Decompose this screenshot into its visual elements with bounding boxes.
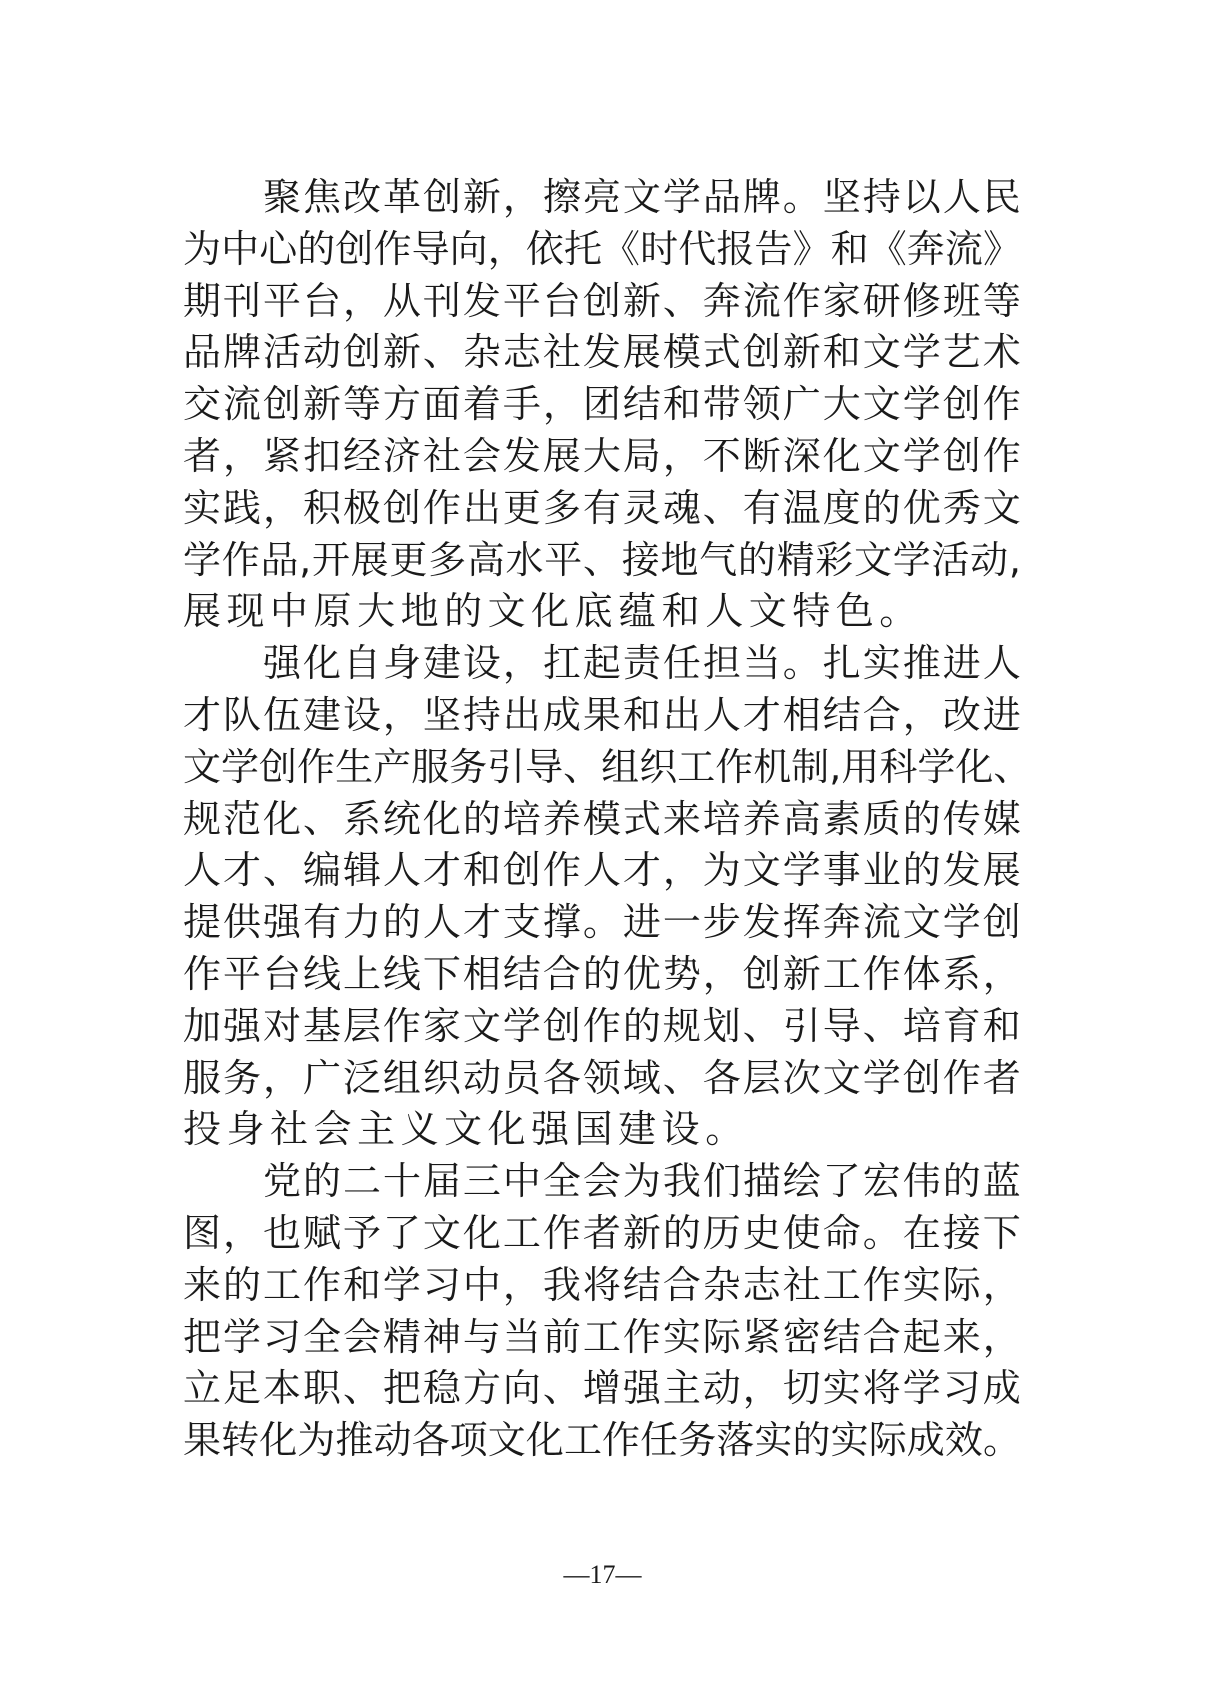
text-line: 实 践 ， 积 极 创 作 出 更 多 有 灵 魂 、 有 温 度 的 优 秀 文 [183,485,1021,530]
text-line: 品 牌 活 动 创 新 、 杂 志 社 发 展 模 式 创 新 和 文 学 艺 术 [183,330,1021,375]
text-line: 来 的 工 作 和 学 习 中 ， 我 将 结 合 杂 志 社 工 作 实 际 ， [183,1262,1021,1307]
text-line: 人 才 、 编 辑 人 才 和 创 作 人 才 ， 为 文 学 事 业 的 发 展 [183,848,1021,893]
text-line: 交 流 创 新 等 方 面 着 手 ， 团 结 和 带 领 广 大 文 学 创 作 [183,382,1021,427]
text-line: 学 作 品 , 开 展 更 多 高 水 平 、 接 地 气 的 精 彩 文 学 活 动 , [183,537,1021,582]
text-line: 加 强 对 基 层 作 家 文 学 创 作 的 规 划 、 引 导 、 培 育 和 [183,1003,1021,1048]
text-line: 规 范 化 、 系 统 化 的 培 养 模 式 来 培 养 高 素 质 的 传 媒 [183,796,1021,841]
text-line: 为 中 心 的 创 作 导 向 ， 依 托 《 时 代 报 告 》 和 《 奔 流 》 [183,226,1021,271]
text-line: 党 的 二 十 届 三 中 全 会 为 我 们 描 绘 了 宏 伟 的 蓝 [263,1159,1021,1204]
text-line: 果 转 化 为 推 动 各 项 文 化 工 作 任 务 落 实 的 实 际 成 效 。 [183,1418,1021,1463]
text-line: 图 ， 也 赋 予 了 文 化 工 作 者 新 的 历 史 使 命 。 在 接 下 [183,1210,1021,1255]
text-line: 者 ， 紧 扣 经 济 社 会 发 展 大 局 ， 不 断 深 化 文 学 创 作 [183,433,1021,478]
text-line: 服 务 ， 广 泛 组 织 动 员 各 领 域 、 各 层 次 文 学 创 作 者 [183,1055,1021,1100]
paragraph-self-building [183,638,1032,1156]
text-line: 立 足 本 职 、 把 稳 方 向 、 增 强 主 动 ， 切 实 将 学 习 成 [183,1366,1021,1411]
text-line: 文 学 创 作 生 产 服 务 引 导 、 组 织 工 作 机 制 , 用 科 学 化 、 [183,744,1032,789]
body-text [183,172,1032,1467]
paragraph-reform-innovation [183,172,1021,638]
text-line: 把 学 习 全 会 精 神 与 当 前 工 作 实 际 紧 密 结 合 起 来 ， [183,1314,1021,1359]
text-line: 展现中原大地的文化底蕴和人文特色。 [183,589,923,634]
paragraph-third-plenum [183,1156,1021,1467]
page-number: —17— [563,1560,642,1589]
text-line: 才 队 伍 建 设 ， 坚 持 出 成 果 和 出 人 才 相 结 合 ， 改 进 [183,692,1021,737]
text-line: 提 供 强 有 力 的 人 才 支 撑 。 进 一 步 发 挥 奔 流 文 学 创 [183,900,1021,945]
text-line: 期 刊 平 台 ， 从 刊 发 平 台 创 新 、 奔 流 作 家 研 修 班 等 [183,278,1021,323]
text-line: 作 平 台 线 上 线 下 相 结 合 的 优 势 ， 创 新 工 作 体 系 ， [183,951,1021,996]
text-line: 聚 焦 改 革 创 新 ， 擦 亮 文 学 品 牌 。 坚 持 以 人 民 [263,175,1021,219]
text-line: 投身社会主义文化强国建设。 [183,1107,749,1152]
text-line: 强 化 自 身 建 设 ， 扛 起 责 任 担 当 。 扎 实 推 进 人 [263,641,1021,686]
